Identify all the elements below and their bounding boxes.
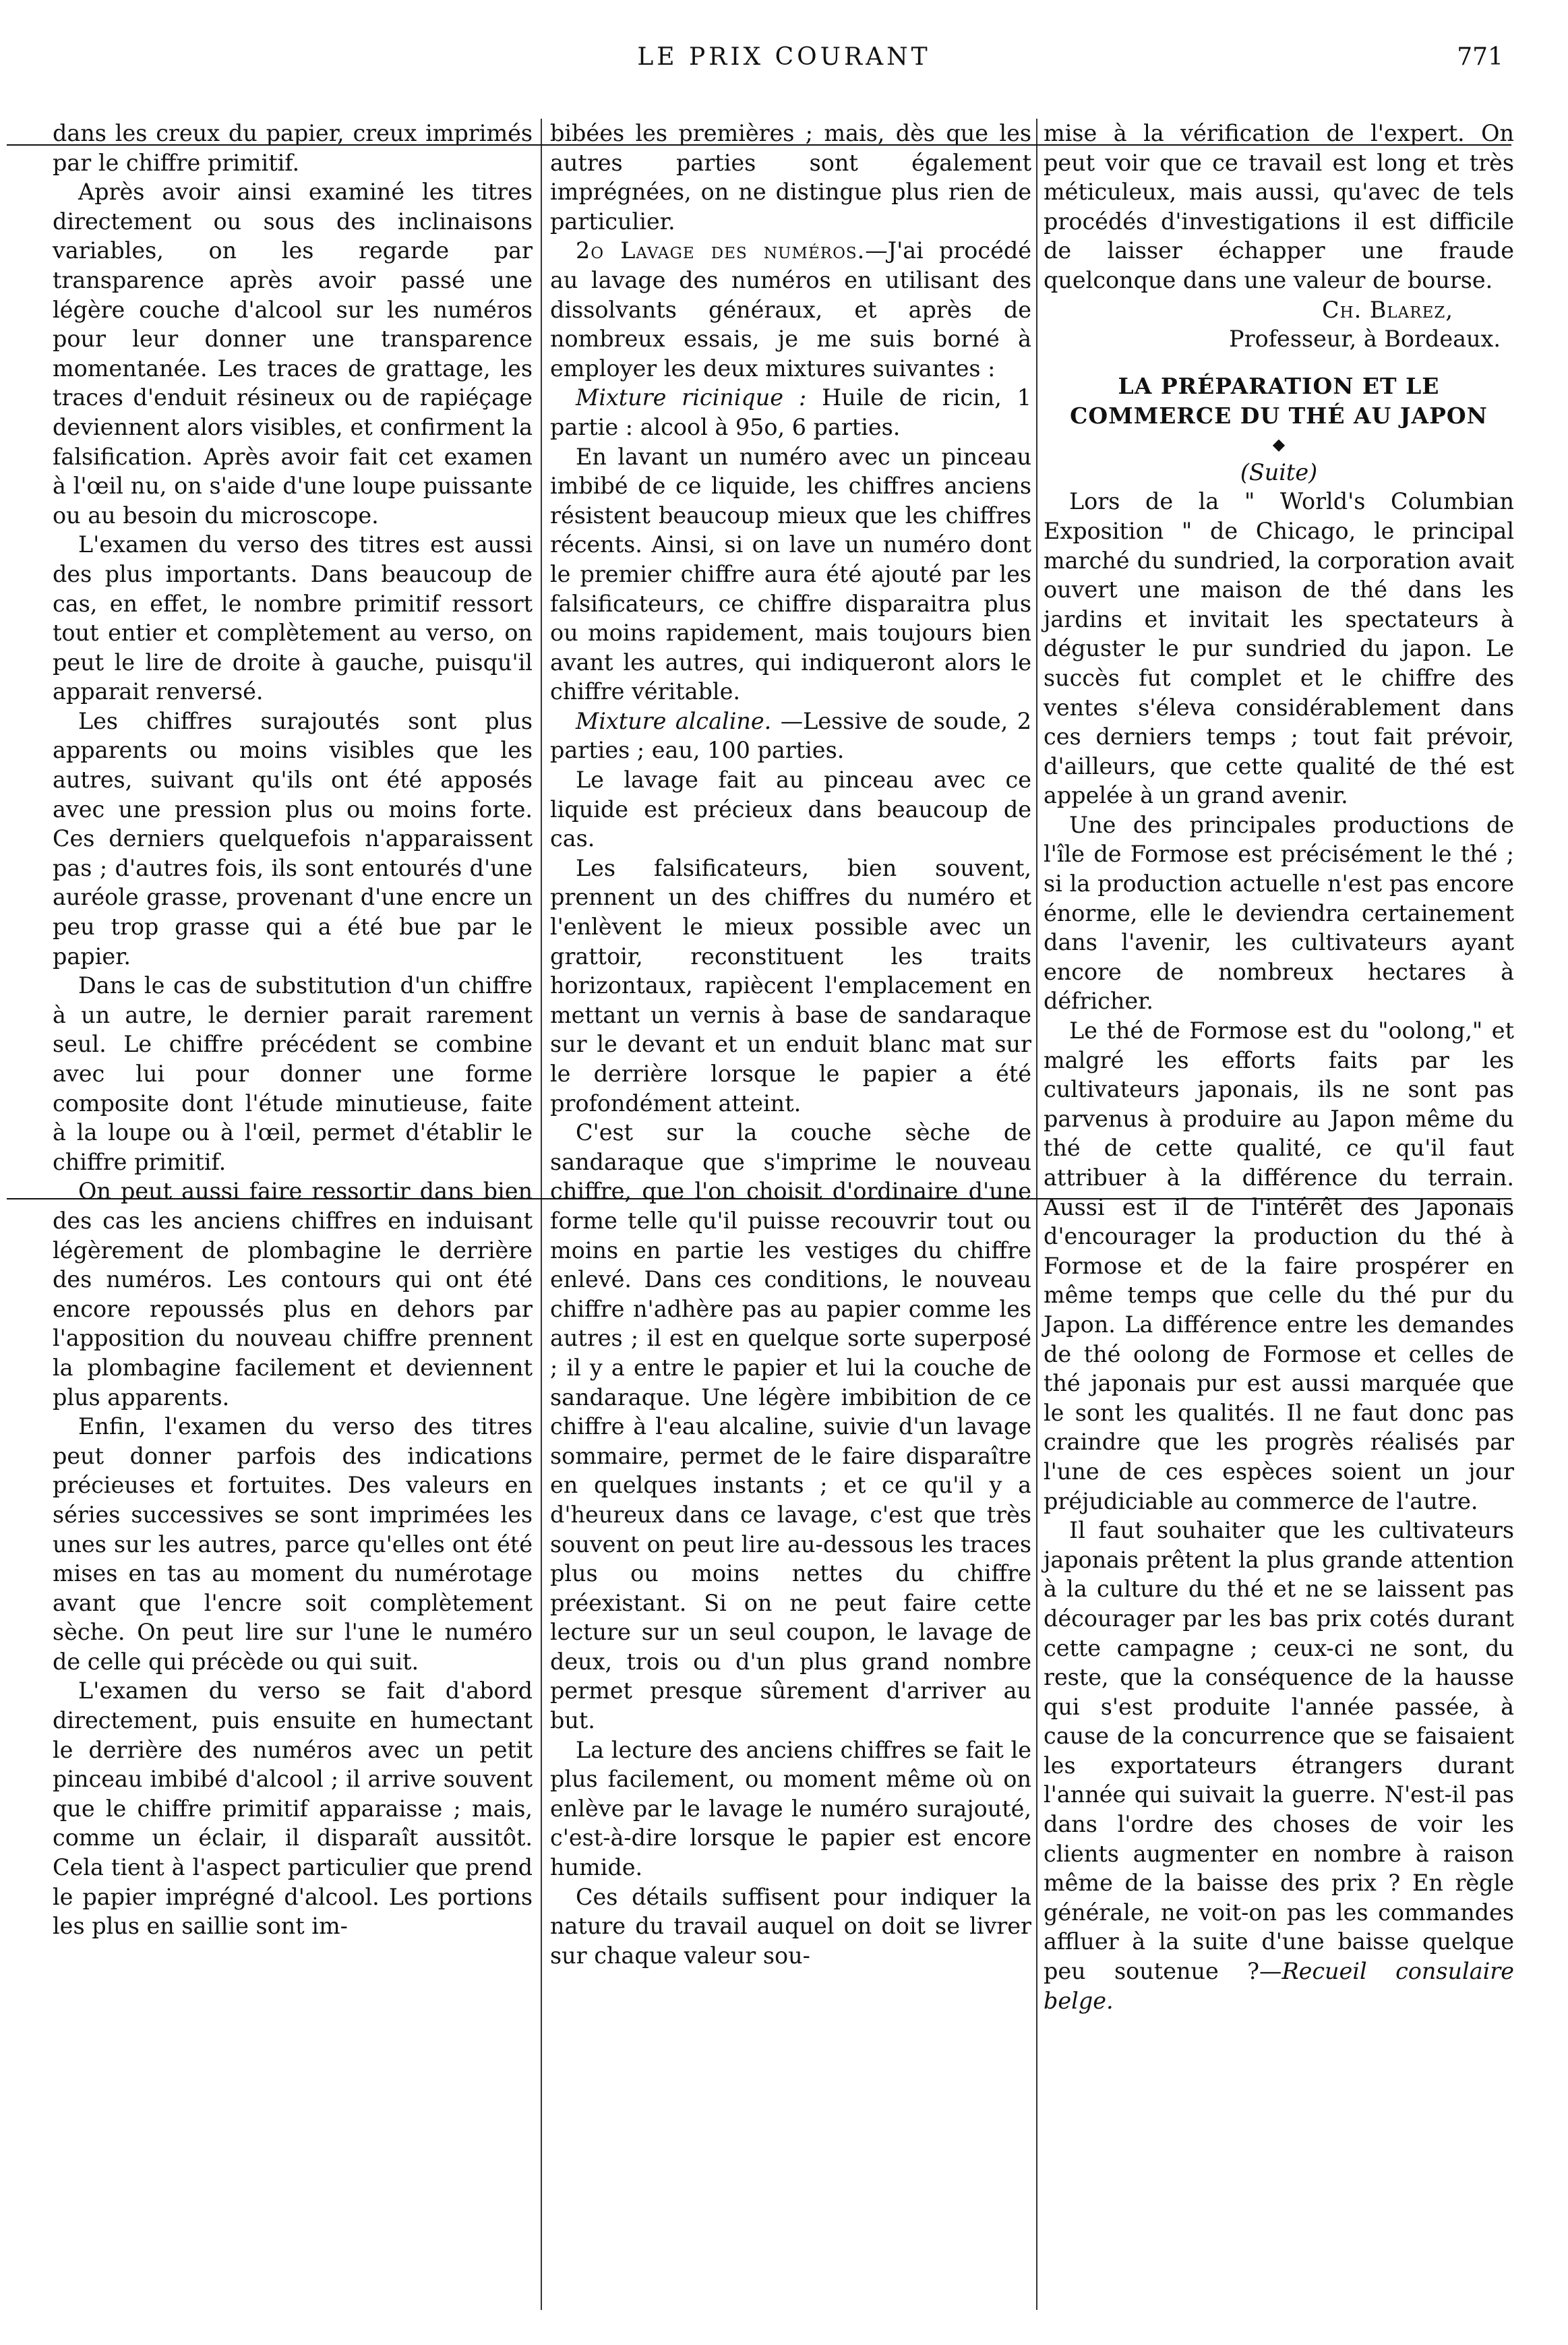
paragraph: C'est sur la couche sèche de sandaraque que s'imprime le nouveau chiffre, que l'on choisit d'ordinaire d'une forme telle qu'il puisse recouvrir tout ou moins en partie les vestiges du chiffre enlevé. Dans ces conditions, le nouveau chiffre n'adhère pas au papier comme les autres ; il est en quelque sorte superposé ; il y a entre le papier et lui la couche de sandaraque. Une légère imbibition de ce chiffre à l'eau alcaline, suivie d'un lavage sommaire, permet de le faire disparaître en quelques instants ; et ce qu'il y a d'heureux dans ce lavage, c'est que très souvent on peut lire au-dessous les traces plus ou moins nettes du chiffre préexistant. Si on ne peut faire cette lecture sur un seul coupon, le lavage de deux, trois ou d'un plus grand nombre permet presque sûrement d'arriver au but. [550,1119,1031,1734]
paragraph-text: Il faut souhaiter que les cultivateurs japonais prêtent la plus grande attention à la culture du thé et ne se laissent pas décourager par les bas prix cotés durant cette campagne ; ceux-ci ne sont, du reste, que la conséquence de la hausse qui s'est produite l'année passée, à cause de la concurrence que se faisaient les exportateurs étrangers durant l'année qui suivait la guerre. N'est-il pas dans l'ordre des choses de voir les clients augmenter en nombre à raison même de la baisse des prix ? En règle générale, ne voit-on pas les commandes affluer à la suite d'une baisse quelque peu soutenue ?— [1044,1517,1514,1985]
section-label: 2o Lavage des numéros. [576,237,866,264]
column-3 [1044,119,1514,2015]
article-title: LA PRÉPARATION ET LE COMMERCE DU THÉ AU JAPON [1070,372,1488,429]
paragraph: bibées les premières ; mais, dès que les autres parties sont également imprégnées, on ne distingue plus rien de particulier. [550,120,1031,235]
ornament: ◆ [1272,434,1286,454]
paragraph: dans les creux du papier, creux imprimés par le chiffre primitif. [53,120,533,176]
paragraph: Enfin, l'examen du verso des titres peut donner parfois des indications précieuses et fortuites. Des valeurs en séries successives se sont imprimées les unes sur les autres, parce qu'elles ont été mises en tas au moment du numérotage avant que l'encre soit complètement sèche. On peut lire sur l'une le numéro de celle qui précède ou qui suit. [53,1413,533,1675]
paragraph: Une des principales productions de l'île de Formose est précisément le thé ; si la production actuelle n'est pas encore énorme, elle le deviendra certainement dans l'avenir, les cultivateurs ayant encore de nombreux hectares à défricher. [1044,811,1514,1015]
signature-title: Professeur, à Bordeaux. [1229,326,1501,353]
paragraph: On peut aussi faire ressortir dans bien des cas les anciens chiffres en induisant légèrement de plombagine le derrière des numéros. Les contours qui ont été encore repoussés plus en dehors par l'apposition du nouveau chiffre prennent la plombagine facilement et deviennent plus apparents. [53,1178,533,1411]
running-title: LE PRIX COURANT [637,43,931,71]
page-number: 771 [1457,43,1503,71]
column-rule-left [541,119,542,2310]
mixture-label: Mixture alcaline. [576,707,772,734]
paragraph: Dans le cas de substitution d'un chiffre à un autre, le dernier parait rarement seul. Le chiffre précédent se combine avec lui pour donner une forme composite dont l'étude minutieuse, faite à la loupe ou à l'œil, permet d'établir le chiffre primitif. [53,972,533,1175]
paragraph: Après avoir ainsi examiné les titres directement ou sous des inclinaisons variables, on les regarde par transparence après avoir passé une légère couche d'alcool sur les numéros pour leur donner une transparence momentanée. Les traces de grattage, les traces d'enduit résineux ou de rapiéçage deviennent alors visibles, et confirment la falsification. Après avoir fait cet examen à l'œil nu, on s'aide d'une loupe puissante ou au besoin du microscope. [53,179,533,529]
paragraph: La lecture des anciens chiffres se fait le plus facilement, ou moment même où on enlève par le lavage le numéro surajouté, c'est-à-dire lorsque le papier est encore humide. [550,1736,1031,1881]
paragraph: Ces détails suffisent pour indiquer la nature du travail auquel on doit se livrer sur chaque valeur sou- [550,1883,1031,1969]
source-citation: Recueil consulaire belge. [1044,1958,1515,2014]
mixture-label: Mixture ricinique : [576,384,807,411]
column-2 [550,119,1031,1970]
paragraph: Les falsificateurs, bien souvent, prennent un des chiffres du numéro et l'enlèvent le mieux possible avec un grattoir, reconstituent les traits horizontaux, rapiècent l'emplacement en mettant un vernis à base de sandaraque sur le devant et un enduit blanc mat sur le derrière lorsque le papier a été profondément atteint. [550,854,1031,1117]
column-rule-right [1036,119,1037,2310]
paragraph: Le lavage fait au pinceau avec ce liquide est précieux dans beaucoup de cas. [550,767,1031,852]
page-header [0,43,1568,84]
paragraph-lavage [550,236,1031,383]
paragraph: L'examen du verso des titres est aussi des plus importants. Dans beaucoup de cas, en effet, le nombre primitif ressort tout entier et complètement au verso, on peut le lire de droite à gauche, puisqu'il apparait renversé. [53,531,533,705]
paragraph-mixture-ricinique [550,383,1031,442]
paragraph-text: —J'ai procédé au lavage des numéros en utilisant des dissolvants généraux, et après de nombreux essais, je me suis borné à employer les deux mixtures suivantes : [550,237,1031,382]
paragraph: Lors de la " World's Columbian Exposition " de Chicago, le principal marché du sundried, la corporation avait ouvert une maison de thé dans les jardins et invitait les spectateurs à déguster le pur sundried du japon. Le succès fut complet et le chiffre des ventes s'éleva considérablement dans ces derniers temps ; tout fait prévoir, d'ailleurs, que cette qualité de thé est appelée à un grand avenir. [1044,488,1514,809]
paragraph: L'examen du verso se fait d'abord directement, puis ensuite en humectant le derrière des numéros avec un petit pinceau imbibé d'alcool ; il arrive souvent que le chiffre primitif apparaisse ; mais, comme un éclair, il disparaît aussitôt. Cela tient à l'aspect particulier que prend le papier imprégné d'alcool. Les portions les plus en saillie sont im- [53,1678,533,1940]
article-subtitle: (Suite) [1240,458,1318,485]
signature-name: Ch. Blarez, [1322,296,1453,323]
paragraph-final [1044,1516,1514,2015]
column-1 [53,119,533,1941]
mixture-text: Huile de ricin, 1 partie : alcool à 95o, 6 parties. [550,384,1032,440]
paragraph: mise à la vérification de l'expert. On peut voir que ce travail est long et très méticuleux, mais aussi, qu'avec de tels procédés d'investigations il est difficile de laisser échapper une fraude quelconque dans une valeur de bourse. [1044,120,1514,293]
paragraph: En lavant un numéro avec un pinceau imbibé de ce liquide, les chiffres anciens résistent beaucoup mieux que les chiffres récents. Ainsi, si on lave un numéro dont le premier chiffre aura été ajouté par les falsificateurs, ce chiffre disparaitra plus ou moins rapidement, mais toujours bien avant les autres, qui indiqueront alors le chiffre véritable. [550,443,1031,705]
paragraph: Le thé de Formose est du "oolong," et malgré les efforts faits par les cultivateurs japonais, ils ne sont pas parvenus à produire au Japon même du thé de cette qualité, ce qu'il faut attribuer à la différence du terrain. Aussi est il de l'intérêt des Japonais d'encourager la production du thé à Formose et de la faire prospérer en même temps que celle du thé pur du Japon. La différence entre les demandes de thé oolong de Formose et celles de thé japonais pur est aussi marquée que le sont les qualités. Il ne faut donc pas craindre que les progrès réalisés par l'une de ces espèces soient un jour préjudiciable au commerce de l'autre. [1044,1017,1514,1514]
paragraph: Les chiffres surajoutés sont plus apparents ou moins visibles que les autres, suivant qu'ils ont été apposés avec une pression plus ou moins forte. Ces derniers quelquefois n'apparaissent pas ; d'autres fois, ils sont entourés d'une auréole grasse, provenant d'une encre un peu trop grasse qui a été bue par le papier. [53,707,533,970]
paragraph-mixture-alcaline [550,707,1031,765]
mixture-text: —Lessive de soude, 2 parties ; eau, 100 parties. [550,707,1031,764]
